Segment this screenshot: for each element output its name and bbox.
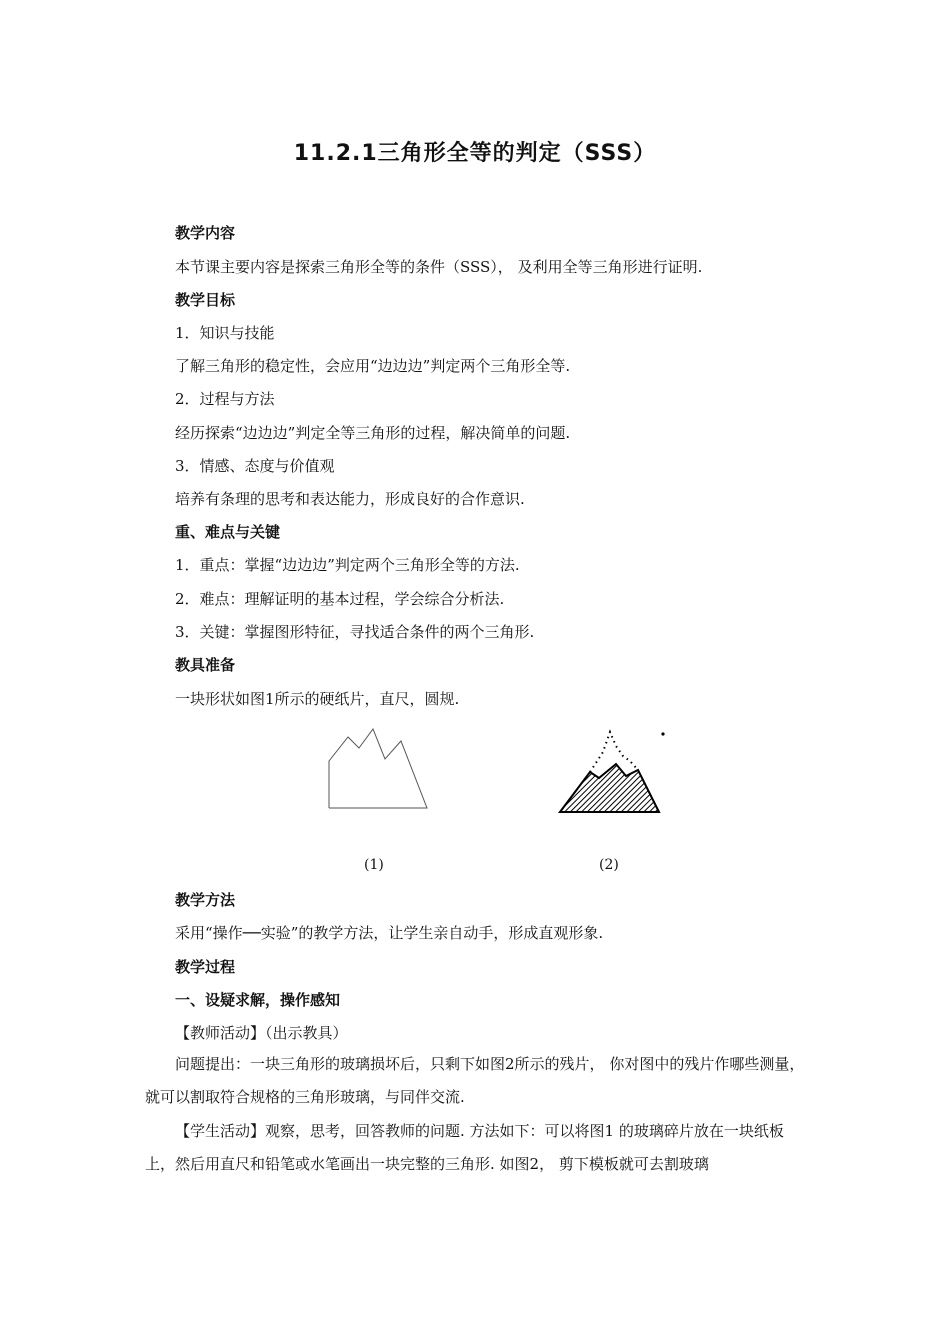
teacher-activity: 【教师活动】（出示教具） bbox=[175, 1024, 348, 1042]
question-paragraph: 问题提出：一块三角形的玻璃损坏后，只剩下如图2所示的残片， 你对图中的残片作哪些测量，就可以割取符合规格的三角形玻璃，与同伴交流. bbox=[145, 1055, 805, 1106]
figure-2-completed-triangle bbox=[552, 722, 672, 818]
process-heading: 教学过程 bbox=[175, 958, 236, 976]
goal2-text: 经历探索“边边边”判定全等三角形的过程，解决简单的问题. bbox=[175, 424, 571, 442]
content-heading: 教学内容 bbox=[175, 224, 236, 242]
page-title: 11.2.1三角形全等的判定（SSS） bbox=[293, 141, 657, 166]
goal3-label: 3．情感、态度与价值观 bbox=[175, 457, 335, 475]
student-activity-paragraph: 【学生活动】观察，思考，回答教师的问题. 方法如下：可以将图1 的玻璃碎片放在一块纸板上，然后用直尺和铅笔或水笔画出一块完整的三角形. 如图2， 剪下模板就可去割玻璃 bbox=[145, 1122, 784, 1173]
figure-1-caption: (1) bbox=[364, 857, 384, 873]
content-text: 本节课主要内容是探索三角形全等的条件（SSS）， 及利用全等三角形进行证明. bbox=[175, 258, 703, 276]
part1-heading: 一、设疑求解，操作感知 bbox=[175, 991, 341, 1009]
goal2-label: 2．过程与方法 bbox=[175, 390, 275, 408]
key-point-2: 2．难点：理解证明的基本过程，学会综合分析法. bbox=[175, 590, 505, 608]
goals-heading: 教学目标 bbox=[175, 291, 236, 309]
key-point-3: 3．关键：掌握图形特征，寻找适合条件的两个三角形. bbox=[175, 623, 535, 641]
goal1-text: 了解三角形的稳定性，会应用“边边边”判定两个三角形全等. bbox=[175, 357, 571, 375]
figure-1-fragment bbox=[320, 722, 440, 814]
key-point-1: 1．重点：掌握“边边边”判定两个三角形全等的方法. bbox=[175, 556, 520, 574]
goal3-text: 培养有条理的思考和表达能力，形成良好的合作意识. bbox=[175, 490, 525, 508]
tools-text: 一块形状如图1所示的硬纸片，直尺，圆规. bbox=[175, 690, 460, 708]
method-text: 采用“操作──实验”的教学方法，让学生亲自动手，形成直观形象. bbox=[175, 924, 604, 942]
goal1-label: 1．知识与技能 bbox=[175, 324, 275, 342]
key-heading: 重、难点与关键 bbox=[175, 523, 281, 541]
figure-2-caption: (2) bbox=[599, 857, 619, 873]
method-heading: 教学方法 bbox=[175, 891, 236, 909]
tools-heading: 教具准备 bbox=[175, 656, 236, 674]
